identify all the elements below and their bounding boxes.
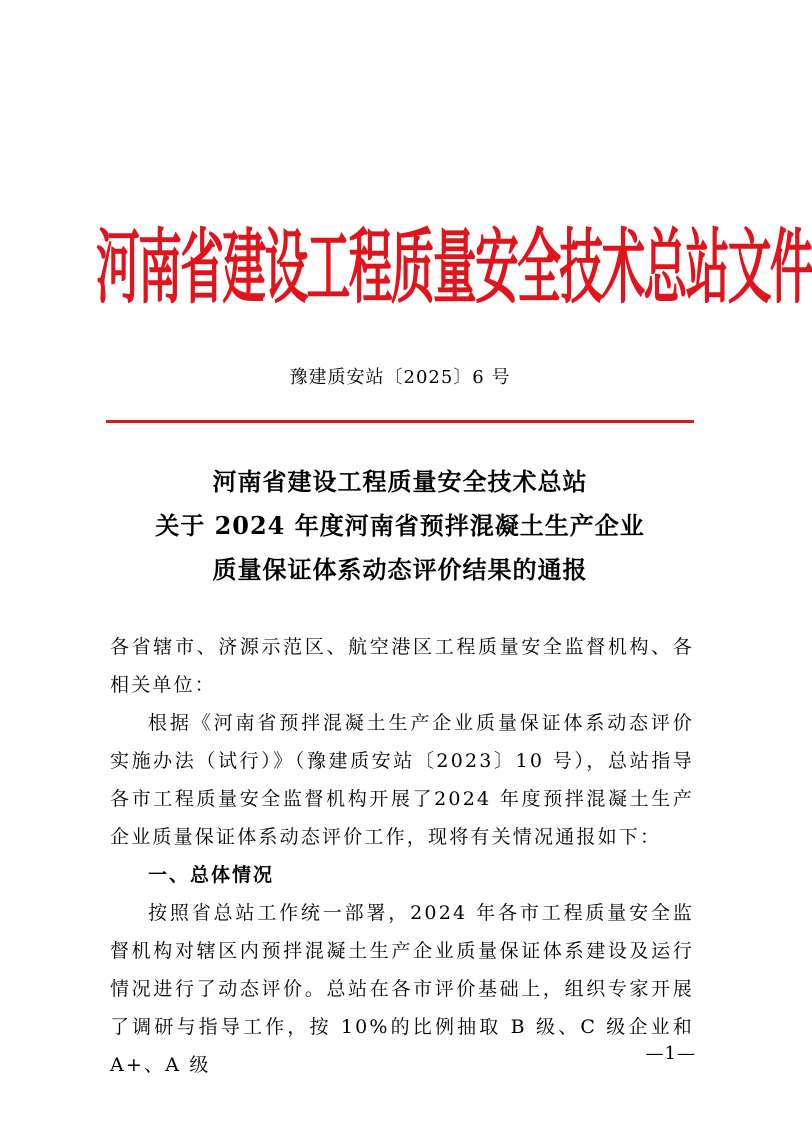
page-number: —1— <box>645 1043 696 1064</box>
masthead <box>96 220 812 322</box>
document-number: 豫建质安站〔2025〕6 号 <box>289 367 511 388</box>
title-line-2: 关于 2024 年度河南省预拌混凝土生产企业 <box>155 511 645 540</box>
paragraph-basis: 根据《河南省预拌混凝土生产企业质量保证体系动态评价实施办法（试行）》（豫建质安站〔2023〕10 号），总站指导各市工程质量安全监督机构开展了2024 年度预拌混凝土生产企业质量保证体系动态评价工作，现将有关情况通报如下： <box>110 712 694 848</box>
salutation: 各省辖市、济源示范区、航空港区工程质量安全监督机构、各相关单位： <box>110 636 694 696</box>
title-line-3: 质量保证体系动态评价结果的通报 <box>212 555 588 584</box>
paragraph-overview: 按照省总站工作统一部署，2024 年各市工程质量安全监督机构对辖区内预拌混凝土生产企业质量保证体系建设及运行情况进行了动态评价。总站在各市评价基础上，组织专家开展了调研与指导工作，按 10%的比例抽取 B 级、C 级企业和 A+、A 级 <box>110 902 694 1076</box>
masthead-title: 河南省建设工程质量安全技术总站文件 <box>96 220 812 315</box>
red-divider-line <box>106 420 694 423</box>
document-body <box>110 628 694 1084</box>
section-heading: 一、总体情况 <box>148 864 275 886</box>
notice-title <box>60 460 740 592</box>
title-line-1: 河南省建设工程质量安全技术总站 <box>212 467 588 496</box>
